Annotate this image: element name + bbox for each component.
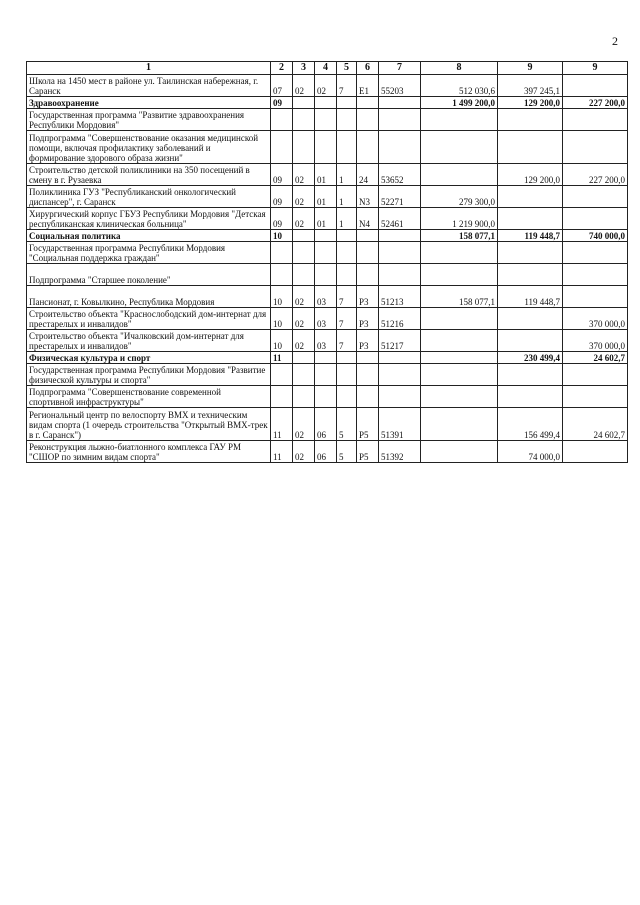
row-description: Строительство объекта "Краснослободский дом-интернат для престарелых и инвалидов" [27, 308, 271, 330]
row-description: Подпрограмма "Старшее поколение" [27, 264, 271, 286]
subsection-code [293, 264, 315, 286]
subprogram-code [337, 230, 357, 242]
amount-col-9b [563, 186, 628, 208]
subsection-code [293, 386, 315, 408]
program-code [315, 97, 337, 109]
amount-col-9: 119 448,7 [498, 286, 563, 308]
amount-col-8 [421, 330, 498, 352]
subsection-code [293, 97, 315, 109]
subsection-code [293, 131, 315, 164]
section-code: 09 [271, 164, 293, 186]
subprogram-code: 1 [337, 208, 357, 230]
subprogram-code: 5 [337, 408, 357, 441]
program-code [315, 352, 337, 364]
item-code [379, 242, 421, 264]
amount-col-9 [498, 109, 563, 131]
subsection-code: 02 [293, 164, 315, 186]
item-code [379, 131, 421, 164]
section-code: 11 [271, 441, 293, 463]
section-code: 09 [271, 97, 293, 109]
amount-col-8 [421, 408, 498, 441]
project-code: Р5 [357, 408, 379, 441]
item-code: 51216 [379, 308, 421, 330]
section-row [27, 352, 628, 364]
row-description: Государственная программа Республики Мордовия "Социальная поддержка граждан" [27, 242, 271, 264]
amount-col-8: 1 219 900,0 [421, 208, 498, 230]
table-row [27, 330, 628, 352]
subsection-code [293, 242, 315, 264]
section-row [27, 230, 628, 242]
amount-col-9b [563, 386, 628, 408]
program-code [315, 230, 337, 242]
subsection-code: 02 [293, 208, 315, 230]
table-row [27, 308, 628, 330]
column-header: 9 [563, 62, 628, 75]
amount-col-9b: 370 000,0 [563, 308, 628, 330]
column-header: 2 [271, 62, 293, 75]
amount-col-8 [421, 308, 498, 330]
project-code [357, 131, 379, 164]
section-code: 10 [271, 230, 293, 242]
amount-col-8 [421, 352, 498, 364]
program-code: 01 [315, 208, 337, 230]
project-code: Р3 [357, 286, 379, 308]
amount-col-9b [563, 264, 628, 286]
section-code: 09 [271, 186, 293, 208]
subprogram-code: 7 [337, 330, 357, 352]
section-code [271, 109, 293, 131]
subprogram-code: 7 [337, 286, 357, 308]
amount-col-9 [498, 330, 563, 352]
amount-col-9 [498, 308, 563, 330]
project-code: N3 [357, 186, 379, 208]
subprogram-code [337, 97, 357, 109]
column-number-row [27, 62, 628, 75]
subprogram-code: 5 [337, 441, 357, 463]
project-code [357, 386, 379, 408]
row-description: Здравоохранение [27, 97, 271, 109]
program-code [315, 242, 337, 264]
item-code [379, 109, 421, 131]
item-code: 51392 [379, 441, 421, 463]
table-row [27, 386, 628, 408]
table-row [27, 131, 628, 164]
program-code: 06 [315, 408, 337, 441]
project-code: Е1 [357, 75, 379, 97]
subsection-code: 02 [293, 75, 315, 97]
amount-col-8: 279 300,0 [421, 186, 498, 208]
item-code: 51217 [379, 330, 421, 352]
amount-col-9: 129 200,0 [498, 164, 563, 186]
program-code: 03 [315, 308, 337, 330]
row-description: Школа на 1450 мест в районе ул. Таилинская набережная, г. Саранск [27, 75, 271, 97]
subprogram-code [337, 109, 357, 131]
amount-col-8 [421, 131, 498, 164]
amount-col-9b [563, 441, 628, 463]
amount-col-9: 230 499,4 [498, 352, 563, 364]
row-description: Хирургический корпус ГБУЗ Республики Мордовия "Детская республиканская клиническая больница" [27, 208, 271, 230]
table-row [27, 109, 628, 131]
column-header: 6 [357, 62, 379, 75]
program-code: 01 [315, 186, 337, 208]
program-code [315, 264, 337, 286]
subprogram-code [337, 364, 357, 386]
table-row [27, 364, 628, 386]
row-description: Строительство объекта "Ичалковский дом-интернат для престарелых и инвалидов" [27, 330, 271, 352]
row-description: Подпрограмма "Совершенствование оказания медицинской помощи, включая профилактику заболеваний и формирование здорового образа жизни" [27, 131, 271, 164]
row-description: Региональный центр по велоспорту ВМХ и техническим видам спорта (1 очередь строительства "Открытый ВМХ-трек в г. Саранск") [27, 408, 271, 441]
project-code [357, 230, 379, 242]
section-row [27, 97, 628, 109]
column-header: 5 [337, 62, 357, 75]
subsection-code [293, 352, 315, 364]
project-code [357, 352, 379, 364]
table-row [27, 208, 628, 230]
table-row [27, 408, 628, 441]
item-code [379, 230, 421, 242]
program-code [315, 364, 337, 386]
section-code [271, 364, 293, 386]
amount-col-8 [421, 386, 498, 408]
subprogram-code [337, 386, 357, 408]
column-header: 8 [421, 62, 498, 75]
amount-col-8 [421, 164, 498, 186]
table-row [27, 441, 628, 463]
subsection-code: 02 [293, 286, 315, 308]
row-description: Строительство детской поликлиники на 350 посещений в смену в г. Рузаевка [27, 164, 271, 186]
column-header: 9 [498, 62, 563, 75]
amount-col-8 [421, 264, 498, 286]
section-code: 10 [271, 286, 293, 308]
subsection-code [293, 364, 315, 386]
amount-col-8 [421, 109, 498, 131]
amount-col-8: 158 077,1 [421, 230, 498, 242]
row-description: Пансионат, г. Ковылкино, Республика Мордовия [27, 286, 271, 308]
amount-col-9: 119 448,7 [498, 230, 563, 242]
table-row [27, 286, 628, 308]
page-number: 2 [612, 34, 618, 48]
amount-col-9 [498, 386, 563, 408]
row-description: Государственная программа Республики Мордовия "Развитие физической культуры и спорта" [27, 364, 271, 386]
item-code: 52271 [379, 186, 421, 208]
section-code [271, 131, 293, 164]
amount-col-9: 156 499,4 [498, 408, 563, 441]
subprogram-code [337, 131, 357, 164]
project-code [357, 109, 379, 131]
project-code [357, 242, 379, 264]
section-code: 10 [271, 308, 293, 330]
amount-col-9b: 370 000,0 [563, 330, 628, 352]
section-code: 11 [271, 408, 293, 441]
amount-col-8 [421, 441, 498, 463]
amount-col-8 [421, 364, 498, 386]
amount-col-9 [498, 364, 563, 386]
project-code: 24 [357, 164, 379, 186]
column-header: 4 [315, 62, 337, 75]
item-code [379, 364, 421, 386]
item-code: 55203 [379, 75, 421, 97]
subsection-code: 02 [293, 186, 315, 208]
project-code [357, 97, 379, 109]
program-code: 03 [315, 286, 337, 308]
amount-col-9b [563, 131, 628, 164]
subsection-code: 02 [293, 408, 315, 441]
subprogram-code: 1 [337, 164, 357, 186]
item-code: 53652 [379, 164, 421, 186]
amount-col-9 [498, 208, 563, 230]
amount-col-9b [563, 286, 628, 308]
row-description: Подпрограмма "Совершенствование современной спортивной инфраструктуры" [27, 386, 271, 408]
subprogram-code: 7 [337, 308, 357, 330]
row-description: Реконструкция лыжно-биатлонного комплекса ГАУ РМ "СШОР по зимним видам спорта" [27, 441, 271, 463]
row-description: Поликлиника ГУЗ "Республиканский онкологический диспансер", г. Саранск [27, 186, 271, 208]
budget-table-body [27, 75, 628, 463]
amount-col-9: 129 200,0 [498, 97, 563, 109]
column-header: 3 [293, 62, 315, 75]
item-code [379, 352, 421, 364]
subsection-code: 02 [293, 308, 315, 330]
section-code: 09 [271, 208, 293, 230]
amount-col-9: 74 000,0 [498, 441, 563, 463]
amount-col-9 [498, 264, 563, 286]
table-row [27, 242, 628, 264]
section-code: 11 [271, 352, 293, 364]
project-code: Р3 [357, 308, 379, 330]
project-code [357, 264, 379, 286]
table-row [27, 186, 628, 208]
section-code [271, 386, 293, 408]
budget-table [26, 61, 628, 463]
item-code [379, 386, 421, 408]
program-code [315, 386, 337, 408]
item-code [379, 264, 421, 286]
amount-col-9b [563, 242, 628, 264]
amount-col-8 [421, 242, 498, 264]
amount-col-8: 512 030,6 [421, 75, 498, 97]
subsection-code [293, 230, 315, 242]
row-description: Социальная политика [27, 230, 271, 242]
amount-col-9b [563, 364, 628, 386]
column-header: 1 [27, 62, 271, 75]
subprogram-code [337, 242, 357, 264]
subprogram-code [337, 264, 357, 286]
project-code [357, 364, 379, 386]
amount-col-9b: 740 000,0 [563, 230, 628, 242]
section-code [271, 242, 293, 264]
amount-col-9 [498, 186, 563, 208]
row-description: Физическая культура и спорт [27, 352, 271, 364]
project-code: N4 [357, 208, 379, 230]
program-code: 01 [315, 164, 337, 186]
program-code: 06 [315, 441, 337, 463]
item-code: 51213 [379, 286, 421, 308]
amount-col-9b: 24 602,7 [563, 352, 628, 364]
amount-col-8: 158 077,1 [421, 286, 498, 308]
subprogram-code: 7 [337, 75, 357, 97]
subsection-code: 02 [293, 330, 315, 352]
item-code: 51391 [379, 408, 421, 441]
table-row [27, 75, 628, 97]
amount-col-9b [563, 208, 628, 230]
amount-col-9b [563, 75, 628, 97]
table-row [27, 264, 628, 286]
amount-col-9b: 227 200,0 [563, 97, 628, 109]
section-code: 07 [271, 75, 293, 97]
amount-col-9b: 24 602,7 [563, 408, 628, 441]
subprogram-code: 1 [337, 186, 357, 208]
section-code [271, 264, 293, 286]
subsection-code: 02 [293, 441, 315, 463]
program-code [315, 109, 337, 131]
program-code: 02 [315, 75, 337, 97]
amount-col-9 [498, 242, 563, 264]
amount-col-9b [563, 109, 628, 131]
project-code: Р3 [357, 330, 379, 352]
subprogram-code [337, 352, 357, 364]
program-code [315, 131, 337, 164]
amount-col-9b: 227 200,0 [563, 164, 628, 186]
amount-col-9 [498, 131, 563, 164]
amount-col-9: 397 245,1 [498, 75, 563, 97]
section-code: 10 [271, 330, 293, 352]
item-code [379, 97, 421, 109]
program-code: 03 [315, 330, 337, 352]
subsection-code [293, 109, 315, 131]
column-header: 7 [379, 62, 421, 75]
table-row [27, 164, 628, 186]
amount-col-8: 1 499 200,0 [421, 97, 498, 109]
project-code: Р5 [357, 441, 379, 463]
item-code: 52461 [379, 208, 421, 230]
row-description: Государственная программа "Развитие здравоохранения Республики Мордовия" [27, 109, 271, 131]
